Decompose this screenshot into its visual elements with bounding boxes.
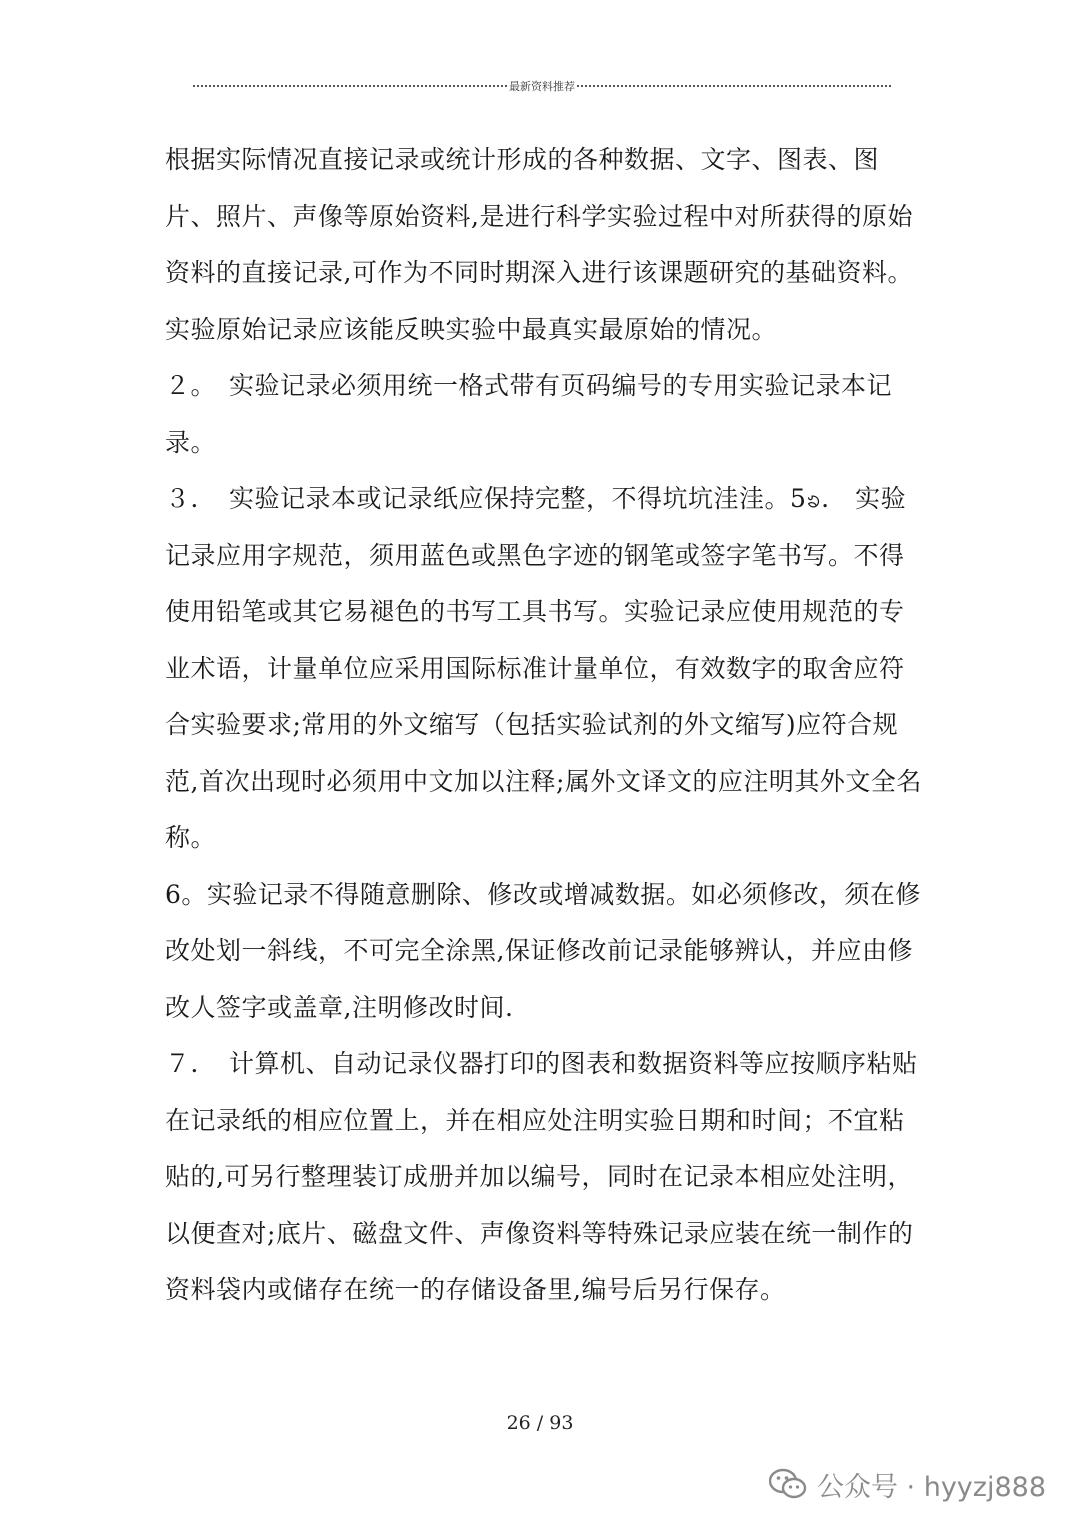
- paragraph-2: ２。 实验记录必须用统一格式带有页码编号的专用实验记录本记录。: [165, 371, 893, 457]
- paragraph-3: ３． 实验记录本或记录纸应保持完整，不得坑坑洼洼。5ၶ. 实验记录应用字规范，须用蓝色或黑色字迹的钢笔或签字笔书写。不得使用铅笔或其它易褪色的书写工具书写。实验记录应使用规范的专业术语，计量单位应采用国际标准计量单位，有效数字的取舍应符合实验要求;常用的外文缩写（包括实验试剂的外文缩写)应符合规范,首次出现时必须用中文加以注释;属外文译文的应注明其外文全名称。: [165, 484, 922, 852]
- document-body: [165, 132, 925, 1319]
- header-dotted-rule-left: [193, 85, 507, 87]
- wechat-logo-icon: [769, 1468, 807, 1500]
- watermark: [769, 1462, 1046, 1506]
- page-header: [193, 74, 891, 98]
- watermark-text: 公众号 · hyyzj888: [816, 1471, 1046, 1503]
- page-number: 26 / 93: [506, 1412, 574, 1434]
- paragraph-5: ７． 计算机、自动记录仪器打印的图表和数据资料等应按顺序粘贴在记录纸的相应位置上，并在相应处注明实验日期和时间；不宜粘贴的,可另行整理装订成册并加以编号，同时在记录本相应处注明，以便查对;底片、磁盘文件、声像资料等特殊记录应装在统一制作的资料袋内或储存在统一的存储设备里,编号后另行保存。: [165, 1049, 918, 1304]
- paragraph-4: 6。实验记录不得随意删除、修改或增减数据。如必须修改，须在修改处划一斜线，不可完全涂黑,保证修改前记录能够辨认，并应由修改人签字或盖章,注明修改时间.: [165, 879, 921, 1022]
- header-title: 最新资料推荐: [509, 80, 575, 93]
- paragraph-1: 根据实际情况直接记录或统计形成的各种数据、文字、图表、图片、照片、声像等原始资料,是进行科学实验过程中对所获得的原始资料的直接记录,可作为不同时期深入进行该课题研究的基础资料。实验原始记录应该能反映实验中最真实最原始的情况。: [165, 145, 913, 344]
- header-dotted-rule-right: [577, 85, 891, 87]
